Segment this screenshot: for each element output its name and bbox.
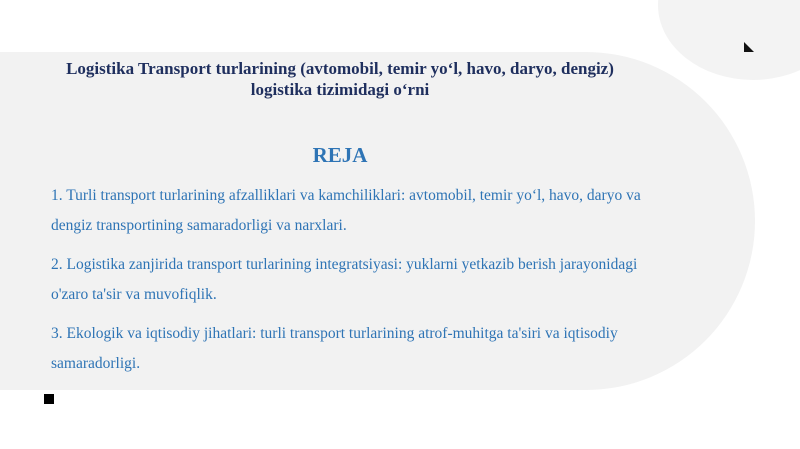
plan-item-1: 1. Turli transport turlarining afzalliklari va kamchiliklari: avtomobil, temir yo‘l, havo, daryo va dengiz transportining samaradorligi va narxlari. xyxy=(51,187,641,234)
plan-item-2: 2. Logistika zanjirida transport turlarining integratsiyasi: yuklarni yetkazib berish jarayonidagi o'zaro ta'sir va muvofiqlik. xyxy=(51,256,638,303)
slide-title: Logistika Transport turlarining (avtomobil, temir yo‘l, havo, daryo, dengiz) logistika tizimidagi o‘rni xyxy=(66,59,614,99)
square-bullet-icon xyxy=(44,394,54,404)
corner-decoration xyxy=(658,0,800,80)
plan-item-3: 3. Ekologik va iqtisodiy jihatlari: turli transport turlarining atrof-muhitga ta'siri va iqtisodiy samaradorligi. xyxy=(51,325,618,372)
plan-heading: REJA xyxy=(312,143,368,167)
corner-triangle-icon xyxy=(744,42,754,52)
plan-list xyxy=(51,181,651,388)
